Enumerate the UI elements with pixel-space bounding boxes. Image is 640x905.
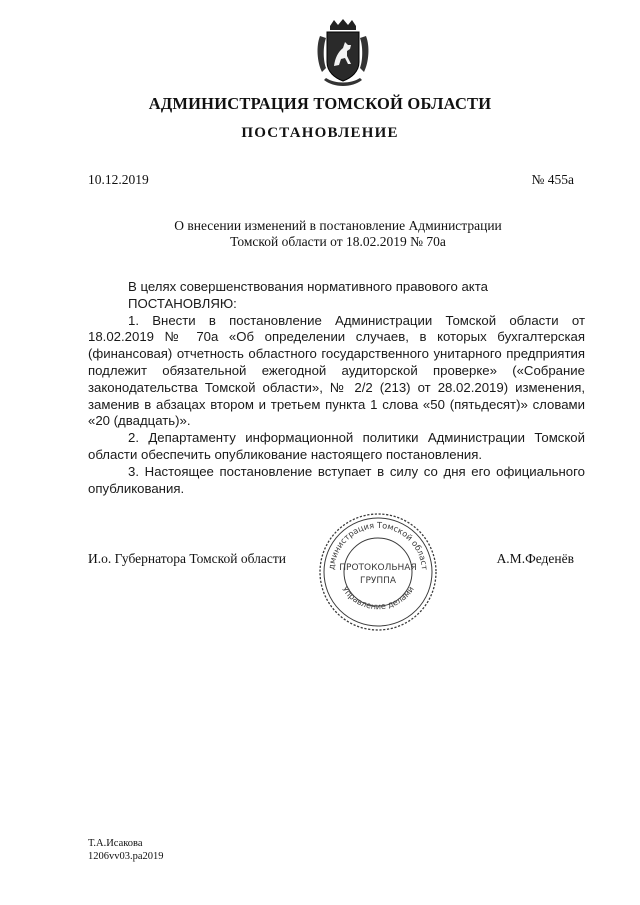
document-date: 10.12.2019 [88,172,149,187]
stamp-ring-bottom-text: Управление делами [340,584,416,612]
document-subject [150,218,526,250]
organization-title: АДМИНИСТРАЦИЯ ТОМСКОЙ ОБЛАСТИ [148,94,492,113]
document-number: № 455а [531,172,574,187]
stamp-center-line-1: ПРОТОКОЛЬНАЯ [339,563,417,573]
document-body [88,279,585,497]
body-item-1: 1. Внести в постановление Администрации Томской области от 18.02.2019 № 70а «Об определении случаев, в которых бухгалтерская (финансовая) отчетность областного государственного унитарного предприятия подлежит обязательной ежегодной аудиторской проверке» («Собрание законодательства Томской области», № 2/2 (213) от 28.02.2019) изменения, заменив в абзацах втором и третьем пункта 1 слова «50 (пятьдесят)» словами «20 (двадцать)». [88,312,585,429]
svg-text:Управление делами [340,584,416,611]
subject-line-2: Томской области от 18.02.2019 № 70а [230,234,446,249]
signatory-name: А.М.Феденёв [496,551,574,566]
resolution-keyword: ПОСТАНОВЛЯЮ: [128,295,237,311]
stamp-center-line-2: ГРУППА [359,576,397,586]
coat-of-arms-emblem [314,18,372,90]
signatory-position: И.о. Губернатора Томской области [88,551,286,566]
document-code: 1206vv03.pa2019 [88,851,164,862]
executor-block [88,837,164,863]
executor-name: Т.А.Исакова [88,838,143,849]
subject-line-1: О внесении изменений в постановление Администрации [174,218,502,233]
body-item-2: 2. Департаменту информационной политики Администрации Томской области обеспечить опубликование настоящего постановления. [88,430,585,462]
stamp-seal-icon [316,510,440,634]
svg-text:Администрация Томской области [316,510,430,571]
body-item-3: 3. Настоящее постановление вступает в силу со дня его официального опубликования. [88,463,585,496]
coat-of-arms-icon [314,18,372,90]
round-stamp [316,510,440,634]
stamp-ring-top-text: дминистрация Томской област [326,519,430,571]
document-type: ПОСТАНОВЛЕНИЕ [241,125,399,141]
intro-line: В целях совершенствования нормативного правового акта [128,279,488,294]
